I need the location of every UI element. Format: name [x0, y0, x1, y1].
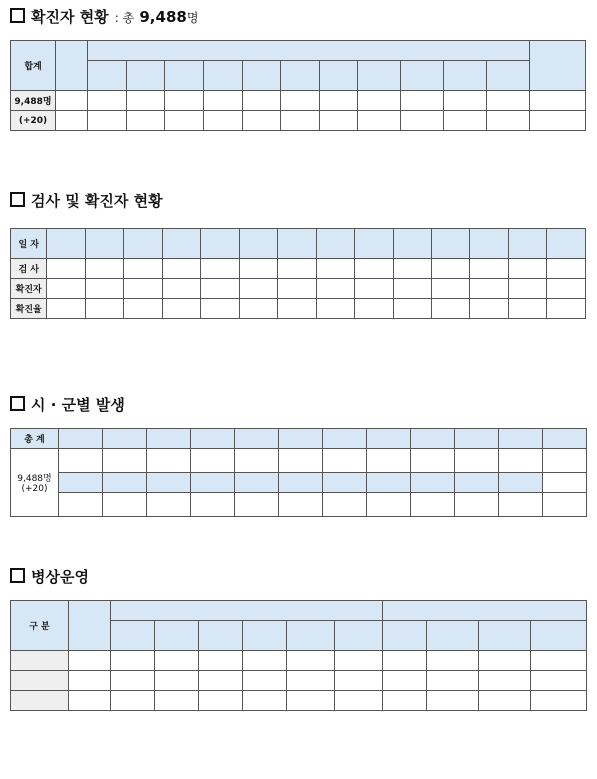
s3-cell	[499, 493, 543, 517]
s4-h	[383, 621, 427, 651]
section1-unit: 명	[186, 11, 199, 25]
s2-date	[85, 229, 123, 259]
s4-cell	[287, 651, 335, 671]
s2-cell	[470, 279, 508, 299]
s3-h2	[103, 473, 147, 493]
s2-cell	[470, 299, 508, 319]
s2-cell	[470, 259, 508, 279]
section1-checkbox-icon	[10, 8, 25, 23]
s3-h2	[59, 473, 103, 493]
s4-h	[199, 621, 243, 651]
s4-cell	[155, 671, 199, 691]
s1-delta	[88, 111, 127, 131]
s1-h	[88, 61, 127, 91]
s2-date	[547, 229, 586, 259]
section1-summary: : 총	[114, 11, 135, 25]
s3-cell	[411, 493, 455, 517]
s4-cell	[199, 691, 243, 711]
s4-cell	[155, 651, 199, 671]
s2-cell: 검 사	[11, 259, 47, 279]
s3-h2	[235, 473, 279, 493]
s3-cell	[279, 493, 323, 517]
s1-h	[242, 61, 281, 91]
s4-cell	[335, 671, 383, 691]
s3-cell	[411, 449, 455, 473]
s2-date	[431, 229, 469, 259]
section2-title-text: 검사 및 확진자 현황	[31, 192, 163, 210]
s4-cell	[199, 651, 243, 671]
tests-table	[10, 228, 586, 319]
s2-cell	[508, 259, 546, 279]
s2-cell	[547, 259, 586, 279]
s2-cell	[316, 299, 354, 319]
s2-date	[162, 229, 200, 259]
s1-h	[319, 61, 358, 91]
s3-h	[279, 429, 323, 449]
s4-cell	[111, 651, 155, 671]
s2-cell	[162, 299, 200, 319]
s2-cell	[201, 279, 239, 299]
s4-cell	[287, 671, 335, 691]
s3-cell	[235, 449, 279, 473]
s4-cell	[199, 671, 243, 691]
s3-h2	[323, 473, 367, 493]
s2-cell	[85, 259, 123, 279]
s2-date	[239, 229, 277, 259]
s3-h	[455, 429, 499, 449]
s2-cell	[47, 279, 85, 299]
district-table	[10, 428, 587, 517]
s4-cell	[479, 691, 531, 711]
s3-h: 총 계	[11, 429, 59, 449]
s2-cell	[85, 279, 123, 299]
s1-h-other	[530, 41, 586, 91]
s3-h	[323, 429, 367, 449]
s3-cell	[455, 493, 499, 517]
beds-table	[10, 600, 587, 711]
s3-h2	[191, 473, 235, 493]
section2-title	[10, 190, 163, 211]
s4-cell	[427, 651, 479, 671]
s2-date	[201, 229, 239, 259]
s1-delta	[203, 111, 242, 131]
s2-cell	[431, 259, 469, 279]
s1-h	[444, 61, 487, 91]
s1-delta	[56, 111, 88, 131]
s4-cell	[69, 651, 111, 671]
s4-cell	[11, 651, 69, 671]
section4-checkbox-icon	[10, 568, 25, 583]
s4-h	[69, 601, 111, 651]
s3-cell	[367, 493, 411, 517]
s2-cell	[201, 259, 239, 279]
s3-h	[499, 429, 543, 449]
s3-cell	[323, 449, 367, 473]
s4-cell	[243, 691, 287, 711]
s4-cell	[531, 651, 587, 671]
s1-delta	[165, 111, 204, 131]
s3-h2	[499, 473, 543, 493]
s2-cell	[162, 279, 200, 299]
s1-delta	[358, 111, 401, 131]
s4-cell	[335, 651, 383, 671]
s1-h-total: 합계	[11, 41, 56, 91]
s3-h	[235, 429, 279, 449]
s2-cell	[355, 259, 393, 279]
section1-title	[10, 6, 204, 27]
s4-cell	[243, 651, 287, 671]
s3-cell	[499, 449, 543, 473]
s1-delta	[281, 111, 320, 131]
s4-cell	[531, 671, 587, 691]
s2-cell: 확진율	[11, 299, 47, 319]
s2-cell	[355, 279, 393, 299]
s2-cell	[393, 259, 431, 279]
s2-cell	[201, 299, 239, 319]
s3-cell	[191, 449, 235, 473]
s3-cell	[103, 493, 147, 517]
s4-cell	[69, 671, 111, 691]
s4-cell	[11, 691, 69, 711]
s4-cell	[479, 671, 531, 691]
s3-total-cell	[11, 449, 59, 517]
s4-cell	[11, 671, 69, 691]
s1-cell	[56, 91, 88, 111]
s2-cell	[316, 259, 354, 279]
s1-h-date	[88, 41, 530, 61]
s4-group-left	[111, 601, 383, 621]
s4-h	[335, 621, 383, 651]
s3-cell	[147, 493, 191, 517]
s2-date	[508, 229, 546, 259]
section4-title-text: 병상운영	[31, 568, 89, 586]
s4-cell	[383, 691, 427, 711]
s3-h	[103, 429, 147, 449]
s1-total-cell: 9,488명	[11, 91, 56, 111]
s2-date	[278, 229, 316, 259]
s1-h	[165, 61, 204, 91]
s3-h	[543, 429, 587, 449]
s1-delta	[487, 111, 530, 131]
s3-h	[367, 429, 411, 449]
s3-empty	[543, 493, 587, 517]
s3-cell	[103, 449, 147, 473]
s1-delta	[319, 111, 358, 131]
confirmed-cases-table	[10, 40, 586, 131]
s3-cell	[455, 449, 499, 473]
s1-delta	[126, 111, 165, 131]
s4-cell	[479, 651, 531, 671]
s4-cell	[111, 671, 155, 691]
s1-h	[203, 61, 242, 91]
s4-cell	[111, 691, 155, 711]
s2-date	[316, 229, 354, 259]
s1-h	[126, 61, 165, 91]
s3-cell	[147, 449, 191, 473]
s4-cell	[427, 671, 479, 691]
s3-cell	[59, 493, 103, 517]
s1-h	[358, 61, 401, 91]
s1-cell	[281, 91, 320, 111]
s3-cell	[59, 449, 103, 473]
s1-cell	[487, 91, 530, 111]
section4-title	[10, 566, 95, 587]
s4-h	[111, 621, 155, 651]
s1-cell	[88, 91, 127, 111]
section3-title	[10, 394, 125, 415]
s3-cell	[543, 449, 587, 473]
s4-h	[479, 621, 531, 651]
section3-checkbox-icon	[10, 396, 25, 411]
s4-h	[287, 621, 335, 651]
s1-cell	[242, 91, 281, 111]
s2-cell	[124, 299, 162, 319]
section1-title-text: 확진자 현황	[31, 8, 109, 26]
s4-h	[155, 621, 199, 651]
s1-cell	[203, 91, 242, 111]
s4-cell	[335, 691, 383, 711]
s2-date	[470, 229, 508, 259]
s2-cell	[547, 279, 586, 299]
s2-cell	[431, 299, 469, 319]
s1-h	[281, 61, 320, 91]
s3-total: 9,488명	[17, 474, 52, 484]
s1-delta	[444, 111, 487, 131]
s2-cell	[239, 259, 277, 279]
s2-date	[393, 229, 431, 259]
s2-cell	[508, 279, 546, 299]
s3-h2	[411, 473, 455, 493]
s3-h2	[147, 473, 191, 493]
s2-date	[47, 229, 85, 259]
s2-cell	[278, 259, 316, 279]
s1-cell	[358, 91, 401, 111]
s4-group-right	[383, 601, 587, 621]
s1-cell	[444, 91, 487, 111]
section3-title-text: 시 · 군별 발생	[31, 396, 125, 414]
s2-date	[355, 229, 393, 259]
s2-cell	[124, 279, 162, 299]
s3-h	[59, 429, 103, 449]
s2-cell	[355, 299, 393, 319]
s2-cell: 확진자	[11, 279, 47, 299]
s4-h	[531, 621, 587, 651]
s2-cell	[508, 299, 546, 319]
s2-cell	[393, 279, 431, 299]
s2-cell	[85, 299, 123, 319]
s1-delta-cell: (+20)	[11, 111, 56, 131]
s3-h2	[455, 473, 499, 493]
s1-delta	[530, 111, 586, 131]
s3-h2	[279, 473, 323, 493]
s2-cell	[47, 259, 85, 279]
s2-cell	[278, 299, 316, 319]
s3-h	[411, 429, 455, 449]
s3-h	[147, 429, 191, 449]
s3-h	[191, 429, 235, 449]
s3-cell	[279, 449, 323, 473]
s1-cell	[530, 91, 586, 111]
s3-total-delta: (+20)	[21, 484, 48, 494]
s4-h: 구 분	[11, 601, 69, 651]
s1-h-before	[56, 41, 88, 91]
s2-cell	[431, 279, 469, 299]
s2-cell	[124, 259, 162, 279]
s2-cell	[239, 299, 277, 319]
s1-cell	[126, 91, 165, 111]
s1-cell	[401, 91, 444, 111]
s1-cell	[165, 91, 204, 111]
s1-delta	[242, 111, 281, 131]
s2-cell	[316, 279, 354, 299]
s1-delta	[401, 111, 444, 131]
s1-h	[401, 61, 444, 91]
s3-cell	[367, 449, 411, 473]
s2-date	[124, 229, 162, 259]
s1-h	[487, 61, 530, 91]
s4-cell	[69, 691, 111, 711]
s4-cell	[243, 671, 287, 691]
s4-cell	[155, 691, 199, 711]
s2-date: 일 자	[11, 229, 47, 259]
s2-cell	[47, 299, 85, 319]
s3-empty	[543, 473, 587, 493]
s4-cell	[383, 651, 427, 671]
s2-cell	[239, 279, 277, 299]
s4-h	[243, 621, 287, 651]
s3-h2	[367, 473, 411, 493]
section2-checkbox-icon	[10, 192, 25, 207]
s2-cell	[547, 299, 586, 319]
s4-cell	[383, 671, 427, 691]
s3-cell	[191, 493, 235, 517]
section1-total: 9,488	[139, 8, 187, 26]
s3-cell	[235, 493, 279, 517]
s3-cell	[323, 493, 367, 517]
s2-cell	[162, 259, 200, 279]
s4-cell	[427, 691, 479, 711]
s4-cell	[531, 691, 587, 711]
s2-cell	[393, 299, 431, 319]
s2-cell	[278, 279, 316, 299]
s1-cell	[319, 91, 358, 111]
s4-cell	[287, 691, 335, 711]
s4-h	[427, 621, 479, 651]
